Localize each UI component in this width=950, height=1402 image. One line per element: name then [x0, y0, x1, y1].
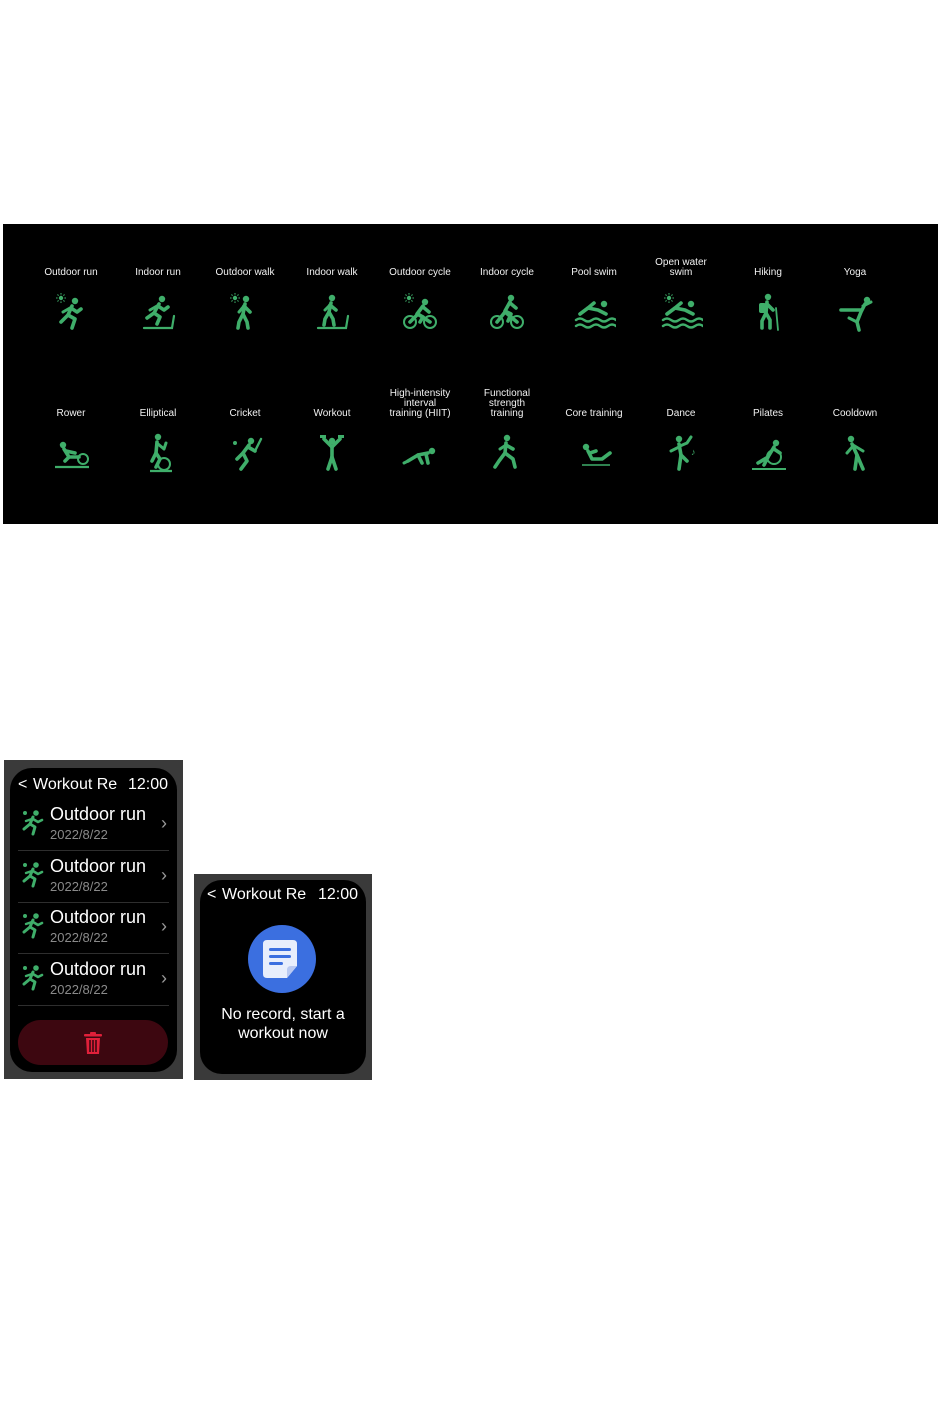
record-title: Outdoor run [50, 958, 147, 979]
indoor-run-icon [136, 290, 180, 334]
activity-yoga [811, 238, 899, 348]
activity-label: Indoor walk [306, 267, 358, 278]
svg-text:♪: ♪ [691, 447, 696, 457]
activity-label: Elliptical [139, 408, 177, 419]
record-date: 2022/8/22 [50, 981, 108, 997]
activity-outdoor-cycle [376, 238, 464, 348]
activity-label-wrap [811, 238, 899, 278]
outdoor-run-icon [20, 963, 46, 991]
pool-swim-icon [572, 290, 616, 334]
activity-pool-swim [550, 238, 638, 348]
record-date: 2022/8/22 [50, 878, 108, 894]
back-button[interactable]: < [207, 886, 217, 903]
workout-records-empty-screen [200, 880, 366, 1074]
record-date: 2022/8/22 [50, 930, 108, 945]
chevron-right-icon: › [161, 864, 167, 885]
activity-label-wrap [27, 238, 115, 278]
activity-label: Indoor run [135, 267, 181, 278]
activity-label-wrap [201, 238, 289, 278]
chevron-right-icon: › [161, 916, 167, 936]
functional-strength-icon [485, 431, 529, 475]
activity-label: Cricket [229, 408, 261, 419]
record-title: Outdoor run [50, 855, 147, 876]
delete-all-button[interactable] [18, 1020, 168, 1065]
document-icon [247, 924, 317, 994]
cooldown-icon [833, 431, 877, 475]
outdoor-run-icon [20, 860, 46, 888]
screen-title: Workout Re [222, 886, 307, 903]
activity-label: Outdoor cycle [389, 267, 451, 278]
activity-label-wrap [463, 379, 551, 419]
activity-label: Functional strength training [483, 388, 531, 419]
outdoor-cycle-icon [398, 290, 442, 334]
activity-cricket [201, 379, 289, 489]
activity-cooldown [811, 379, 899, 489]
record-title: Outdoor run [50, 804, 147, 824]
watch-frame-empty [194, 874, 372, 1080]
open-water-swim-icon [659, 290, 703, 334]
activity-label: Cooldown [832, 408, 878, 419]
activity-label-wrap [811, 379, 899, 419]
activity-label: Rower [56, 408, 86, 419]
screen-header [10, 768, 177, 802]
activity-label-wrap [637, 238, 725, 278]
activity-label: Indoor cycle [480, 267, 534, 278]
activity-indoor-cycle [463, 238, 551, 348]
indoor-cycle-icon [485, 290, 529, 334]
chevron-right-icon: › [161, 813, 167, 833]
record-date: 2022/8/22 [50, 827, 108, 842]
record-row[interactable] [18, 902, 169, 954]
empty-message-line2: workout now [238, 1025, 328, 1042]
activity-label: Open water swim [655, 257, 707, 278]
outdoor-run-icon [20, 911, 46, 939]
activity-open-water-swim [637, 238, 725, 348]
activity-label-wrap [550, 238, 638, 278]
activity-label-wrap [376, 379, 464, 419]
hiit-icon [398, 431, 442, 475]
outdoor-walk-icon [223, 290, 267, 334]
activity-label: High-intensity interval training (HIIT) [389, 388, 451, 419]
activity-functional-strength [463, 379, 551, 489]
activity-indoor-walk [288, 238, 376, 348]
activity-label: Hiking [754, 267, 782, 278]
screen-title: Workout Re [33, 776, 118, 793]
indoor-walk-icon [310, 290, 354, 334]
activity-indoor-run [114, 238, 202, 348]
activity-label-wrap [550, 379, 638, 419]
watch-frame-records [4, 760, 183, 1079]
record-row[interactable] [18, 954, 169, 1006]
workout-records-screen [10, 768, 177, 1072]
rower-icon [49, 431, 93, 475]
activity-workout [288, 379, 376, 489]
activity-label: Yoga [843, 267, 867, 278]
activity-label-wrap [288, 238, 376, 278]
dance-icon [659, 431, 703, 475]
activity-label-wrap [288, 379, 376, 419]
activity-label: Core training [565, 408, 623, 419]
activity-label: Pilates [752, 408, 783, 419]
record-title: Outdoor run [50, 907, 147, 927]
elliptical-icon [136, 431, 180, 475]
clock-time: 12:00 [318, 886, 359, 903]
workout-icon [310, 431, 354, 475]
chevron-right-icon: › [161, 967, 167, 988]
pilates-icon [746, 431, 790, 475]
activity-label-wrap [637, 379, 725, 419]
activity-hiking [724, 238, 812, 348]
activity-outdoor-walk [201, 238, 289, 348]
activity-hiit [376, 379, 464, 489]
activity-label: Dance [666, 408, 696, 419]
trash-icon [81, 1031, 105, 1055]
activity-label-wrap [27, 379, 115, 419]
activity-label: Outdoor walk [215, 267, 275, 278]
outdoor-run-icon [20, 808, 46, 836]
activity-label-wrap [201, 379, 289, 419]
clock-time: 12:00 [128, 776, 169, 793]
activity-label: Pool swim [571, 267, 617, 278]
activity-label-wrap [114, 238, 202, 278]
activity-label: Outdoor run [44, 267, 98, 278]
cricket-icon [223, 431, 267, 475]
activity-outdoor-run [27, 238, 115, 348]
activity-pilates [724, 379, 812, 489]
activity-elliptical [114, 379, 202, 489]
yoga-icon [833, 290, 877, 334]
core-training-icon [572, 431, 616, 475]
activity-core-training [550, 379, 638, 489]
hiking-icon [746, 290, 790, 334]
empty-message-line1: No record, start a [221, 1006, 345, 1023]
activity-dance [637, 379, 725, 489]
outdoor-run-icon [49, 290, 93, 334]
activity-label-wrap [376, 238, 464, 278]
record-row[interactable] [18, 799, 169, 851]
activity-rower [27, 379, 115, 489]
activity-label-wrap [463, 238, 551, 278]
activity-label-wrap [114, 379, 202, 419]
activity-label: Workout [313, 408, 351, 419]
empty-message [200, 1005, 366, 1043]
screen-header [200, 880, 366, 914]
record-row[interactable] [18, 851, 169, 903]
workout-types-panel [3, 224, 938, 524]
back-button[interactable]: < [18, 776, 28, 793]
activity-label-wrap [724, 379, 812, 419]
activity-label-wrap [724, 238, 812, 278]
